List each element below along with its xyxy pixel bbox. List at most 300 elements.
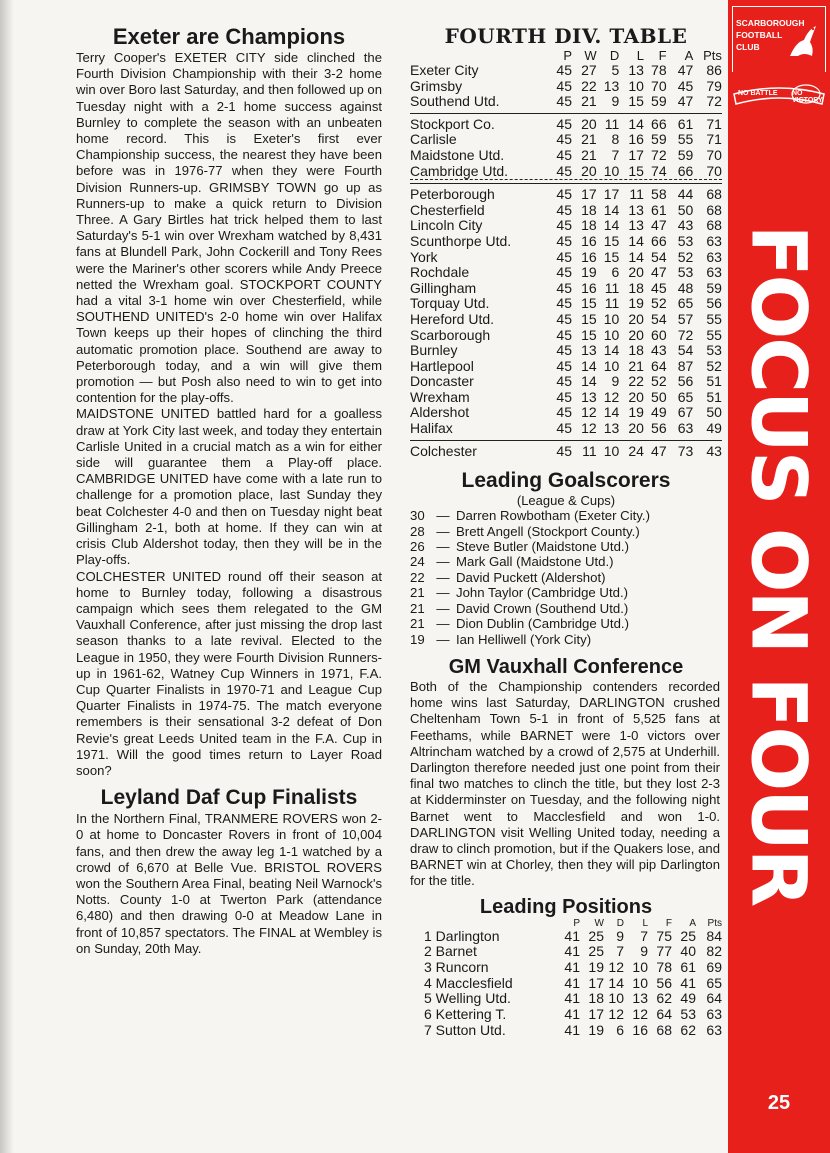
table-row — [410, 343, 722, 359]
positions-stat: 25 — [680, 927, 696, 944]
seagull-icon — [786, 22, 820, 62]
stat-cell: 17 — [628, 146, 644, 163]
scorer-name: Ian Helliwell (York City) — [456, 631, 592, 647]
pos-col-a: A — [689, 917, 696, 929]
stat-cell: 15 — [581, 295, 597, 312]
scorer-row — [410, 585, 722, 600]
stat-cell: 13 — [581, 342, 597, 359]
table-row — [410, 296, 722, 312]
scorers-subheading: (League & Cups) — [516, 493, 616, 509]
team-name: Halifax — [410, 421, 453, 437]
team-name: Lincoln City — [410, 218, 483, 234]
scorer-goals: 24 — [410, 554, 425, 570]
stat-cell: 58 — [651, 186, 667, 203]
positions-stat: 12 — [632, 1005, 648, 1022]
pos-col-d: D — [616, 917, 624, 929]
stat-cell: 27 — [581, 62, 597, 78]
table-row — [410, 405, 722, 421]
page-gutter-shadow — [0, 0, 14, 1153]
table-row — [410, 312, 722, 328]
positions-stat: 84 — [706, 927, 722, 944]
positions-row — [410, 991, 722, 1007]
stat-cell: 45 — [556, 404, 572, 421]
stat-cell: 15 — [603, 248, 620, 265]
scorer-dash: — — [436, 616, 450, 632]
positions-stat: 19 — [588, 958, 604, 975]
stat-cell: 15 — [603, 232, 620, 249]
stat-cell: 66 — [651, 115, 667, 132]
scorer-name: Dion Dublin (Cambridge Utd.) — [456, 616, 629, 632]
positions-stat: 41 — [564, 1005, 580, 1022]
pos-col-l: L — [642, 917, 648, 929]
positions-stat: 6 — [616, 1021, 624, 1038]
stat-cell: 45 — [556, 115, 572, 132]
motto-right: NO VICTORY — [792, 90, 823, 104]
stat-cell: 22 — [628, 373, 644, 390]
stat-cell: 14 — [628, 115, 644, 132]
conference-paragraph: Both of the Championship contenders recorded home wins last Saturday, DARLINGTON crushed Cheltenham Town 5-1 in front of 5,525 fans at Feethams, while BARNET were 1-0 victors over Altrincham watched by a crowd of 2,575 at Underhill. Darlington therefore needed just one point from their final two matches to clinch the title, but they lost 2-3 at Kidderminster on Tuesday, and the following night Barnet went to Macclesfield and won 1-0. DARLINGTON visit Welling United today, needing a draw to clinch promotion, but if the Quakers lose, and BARNET win at Chorley, then they will pip Darlington for the title. — [410, 678, 720, 889]
stat-cell: 21 — [581, 131, 597, 148]
stat-cell: 12 — [603, 388, 620, 405]
team-name: Rochdale — [410, 265, 470, 281]
stat-cell: 21 — [628, 357, 644, 374]
stat-cell: 45 — [556, 264, 572, 281]
stat-cell: 45 — [556, 131, 572, 148]
positions-row — [410, 944, 722, 960]
table-group — [410, 113, 722, 180]
leyland-heading: Leyland Daf Cup Finalists — [100, 786, 358, 810]
stat-cell: 49 — [706, 420, 722, 437]
positions-stat: 7 — [616, 943, 624, 960]
stat-cell: 52 — [677, 248, 694, 265]
col-p: P — [563, 48, 572, 63]
table-row — [410, 250, 722, 266]
positions-row — [410, 1007, 722, 1023]
stat-cell: 65 — [677, 295, 694, 312]
scorer-dash: — — [436, 523, 450, 539]
positions-stat: 18 — [588, 990, 604, 1007]
stat-cell: 12 — [581, 404, 597, 421]
positions-stat: 82 — [706, 943, 722, 960]
positions-stat: 56 — [656, 974, 672, 991]
stat-cell: 45 — [651, 279, 667, 296]
table-row — [410, 132, 722, 148]
table-row — [410, 79, 722, 95]
stat-cell: 18 — [628, 342, 644, 359]
team-name: Southend Utd. — [410, 94, 500, 110]
table-row — [410, 328, 722, 344]
exeter-paragraph-1: Terry Cooper's EXETER CITY side clinched the Fourth Division Championship with their 3-2 home win over Boro last Saturday, and then followed up on Tuesday night with a 2-1 home success against Burnley to complete the season with an unbeaten home record. This is Exeter's first ever Championship success, the nearest they have been before was in 1976-77 when they were Fourth Division Runners-up. GRIMSBY TOWN go up as Runners-up to make a quick return to Division Three. A Gary Birtles hat trick helped them to last Saturday's 5-1 win over Wrexham watched by 8,431 fans at Blundell Park, John Cockerill and Tony Rees were the Mariner's other scorers while Andy Preece netted the Wrexham goal. STOCKPORT COUNTY had a vital 3-1 home win over Chesterfield, while SOUTHEND UNITED's 2-0 home win over Halifax Town keeps up their hopes of clinching the third automatic promotion place. Southend are away to Peterborough today, and a win will give them promotion — but Posh also need to win to get into contention for the play-offs. — [76, 50, 382, 406]
stat-cell: 45 — [556, 420, 572, 437]
team-name: Colchester — [410, 443, 477, 459]
positions-stat: 41 — [564, 943, 580, 960]
scorer-goals: 19 — [410, 631, 425, 647]
team-name: Torquay Utd. — [410, 296, 490, 312]
stat-cell: 45 — [556, 217, 572, 234]
positions-stat: 64 — [706, 990, 722, 1007]
table-heading: FOURTH DIV. TABLE — [444, 24, 688, 48]
sidebar-title: FOCUS ON FOUR — [734, 224, 824, 906]
stat-cell: 71 — [706, 115, 722, 132]
scorers-list — [410, 508, 722, 647]
table-row — [410, 218, 722, 234]
stat-cell: 20 — [628, 420, 644, 437]
stat-cell: 13 — [603, 77, 620, 94]
page-number: 25 — [767, 1092, 791, 1114]
positions-team: 5 Welling Utd. — [424, 990, 511, 1007]
table-row — [410, 117, 722, 133]
stat-cell: 15 — [581, 326, 597, 343]
stat-cell: 16 — [581, 248, 597, 265]
scorer-name: John Taylor (Cambridge Utd.) — [456, 585, 628, 601]
table-row — [410, 164, 722, 181]
stat-cell: 11 — [604, 115, 620, 132]
positions-stat: 77 — [656, 943, 672, 960]
stat-cell: 10 — [603, 310, 620, 327]
stat-cell: 55 — [706, 326, 722, 343]
scorer-name: Brett Angell (Stockport County.) — [456, 523, 640, 539]
stat-cell: 49 — [651, 404, 667, 421]
table-row — [410, 148, 722, 164]
stat-cell: 9 — [611, 93, 620, 110]
scorer-dash: — — [436, 631, 450, 647]
team-name: Stockport Co. — [410, 116, 495, 132]
stat-cell: 45 — [556, 62, 572, 78]
team-name: Hereford Utd. — [410, 311, 495, 327]
positions-stat: 78 — [656, 958, 672, 975]
stat-cell: 9 — [611, 373, 620, 390]
pos-col-w: W — [594, 917, 604, 929]
pos-col-f: F — [665, 917, 672, 929]
positions-team: 3 Runcorn — [424, 958, 489, 975]
stat-cell: 54 — [651, 248, 667, 265]
exeter-paragraph-3: COLCHESTER UNITED round off their season at home to Burnley today, following a disastrous campaign which sees them relegated to the GM Vauxhall Conference, after just missing the drop last season thanks to a late revival. Elected to the League in 1950, they were Fourth Division Runners-up in 1961-62, Watney Cup Winners in 1971, F.A. Cup Quarter Finalists in 1970-71 and League Cup Quarter Finalists in 1974-75. The match everyone remembers is their sensational 3-2 defeat of Don Revie's great Leeds United team in the F.A. Cup in 1971. Will the good times return to Layer Road soon? — [76, 568, 382, 778]
positions-stat: 25 — [588, 943, 604, 960]
stat-cell: 47 — [651, 442, 667, 459]
motto-left: NO BATTLE — [738, 90, 778, 97]
positions-team: 6 Kettering T. — [424, 1005, 507, 1022]
stat-cell: 19 — [581, 264, 597, 281]
stat-cell: 50 — [706, 404, 722, 421]
stat-cell: 68 — [706, 186, 722, 203]
crest-line-1: SCARBOROUGH — [736, 18, 805, 28]
scorer-goals: 21 — [410, 616, 425, 632]
exeter-heading: Exeter are Champions — [112, 24, 346, 49]
stat-cell: 18 — [628, 279, 644, 296]
positions-heading: Leading Positions — [479, 895, 653, 918]
scorer-dash: — — [436, 569, 450, 585]
col-d: D — [609, 48, 620, 63]
col-l: L — [636, 48, 644, 63]
positions-table — [410, 929, 722, 1039]
positions-stat: 41 — [564, 990, 580, 1007]
team-name: Burnley — [410, 343, 458, 359]
positions-stat: 68 — [656, 1021, 672, 1038]
stat-cell: 6 — [611, 264, 620, 281]
stat-cell: 13 — [628, 217, 644, 234]
stat-cell: 21 — [581, 93, 597, 110]
col-f: F — [658, 48, 667, 63]
stat-cell: 13 — [628, 201, 644, 218]
stat-cell: 15 — [628, 93, 644, 110]
stat-cell: 78 — [651, 62, 667, 78]
stat-cell: 17 — [603, 186, 620, 203]
positions-row — [410, 929, 722, 945]
positions-stat: 10 — [632, 958, 648, 975]
stat-cell: 20 — [628, 388, 644, 405]
positions-stat: 9 — [640, 943, 648, 960]
stat-cell: 10 — [628, 77, 644, 94]
stat-cell: 12 — [581, 420, 597, 437]
stat-cell: 20 — [581, 162, 597, 179]
stat-cell: 11 — [629, 186, 644, 203]
stat-cell: 47 — [651, 217, 667, 234]
stat-cell: 60 — [651, 326, 667, 343]
stat-cell: 56 — [651, 420, 667, 437]
stat-cell: 52 — [706, 357, 722, 374]
stat-cell: 47 — [677, 93, 694, 110]
stat-cell: 45 — [556, 162, 572, 179]
positions-stat: 53 — [680, 1005, 696, 1022]
exeter-paragraph-2: MAIDSTONE UNITED battled hard for a goalless draw at York City last week, and today they entertain Carlisle United in a crucial match as a win for either side will guarantee them a Play-off place. CAMBRIDGE UNITED have come with a late run to challenge for a promotion place, last Sunday they beat Colchester 4-0 and then on Tuesday night beat Gillingham 2-1, both at home. If they can win at crisis Club Aldershot today, then they will be in the Play-offs. — [76, 406, 382, 568]
table-header-row — [410, 48, 722, 63]
scorer-dash: — — [436, 554, 450, 570]
stat-cell: 19 — [628, 295, 644, 312]
positions-stat: 10 — [632, 974, 648, 991]
stat-cell: 56 — [677, 373, 694, 390]
stat-cell: 51 — [706, 373, 722, 390]
stat-cell: 70 — [706, 146, 722, 163]
stat-cell: 53 — [706, 342, 722, 359]
stat-cell: 10 — [603, 162, 620, 179]
table-row — [410, 94, 722, 110]
positions-team: 7 Sutton Utd. — [424, 1021, 506, 1038]
positions-stat: 41 — [564, 1021, 580, 1038]
stat-cell: 50 — [651, 388, 667, 405]
stat-cell: 14 — [603, 201, 620, 218]
stat-cell: 10 — [603, 442, 620, 459]
stat-cell: 45 — [556, 146, 572, 163]
positions-team: 1 Darlington — [424, 927, 500, 944]
team-name: Scunthorpe Utd. — [410, 233, 512, 249]
stat-cell: 43 — [706, 442, 722, 459]
positions-stat: 41 — [564, 974, 580, 991]
positions-stat: 17 — [588, 974, 604, 991]
stat-cell: 61 — [651, 201, 667, 218]
table-row — [410, 63, 722, 79]
positions-header-row — [410, 918, 722, 929]
positions-stat: 62 — [680, 1021, 696, 1038]
crest-line-2: FOOTBALL — [736, 30, 783, 40]
scorers-heading: Leading Goalscorers — [461, 469, 671, 493]
positions-team: 2 Barnet — [424, 943, 477, 960]
scorer-row — [410, 570, 722, 585]
team-name: Maidstone Utd. — [410, 147, 505, 163]
table-group — [410, 183, 722, 437]
table-group — [410, 440, 722, 460]
stat-cell: 14 — [603, 404, 620, 421]
stat-cell: 74 — [651, 162, 667, 179]
stat-cell: 47 — [677, 62, 694, 78]
positions-row — [410, 960, 722, 976]
table-row — [410, 187, 722, 203]
table-row — [410, 374, 722, 390]
stat-cell: 45 — [677, 77, 694, 94]
stat-cell: 66 — [677, 162, 694, 179]
stat-cell: 67 — [677, 404, 694, 421]
positions-stat: 49 — [680, 990, 696, 1007]
stat-cell: 55 — [706, 310, 722, 327]
team-name: Cambridge Utd. — [410, 163, 509, 179]
stat-cell: 55 — [677, 131, 694, 148]
scorer-name: Darren Rowbotham (Exeter City.) — [456, 508, 650, 524]
stat-cell: 7 — [611, 146, 620, 163]
stat-cell: 68 — [706, 217, 722, 234]
stat-cell: 20 — [581, 115, 597, 132]
stat-cell: 87 — [677, 357, 694, 374]
positions-stat: 61 — [680, 958, 696, 975]
stat-cell: 54 — [651, 310, 667, 327]
stat-cell: 45 — [556, 93, 572, 110]
positions-stat: 14 — [608, 974, 624, 991]
team-name: Exeter City — [410, 63, 479, 78]
stat-cell: 14 — [581, 357, 597, 374]
stat-cell: 45 — [556, 186, 572, 203]
scorer-name: Mark Gall (Maidstone Utd.) — [456, 554, 614, 570]
scorer-dash: — — [436, 539, 450, 555]
stat-cell: 59 — [706, 279, 722, 296]
stat-cell: 10 — [603, 326, 620, 343]
stat-cell: 45 — [556, 279, 572, 296]
positions-stat: 41 — [564, 958, 580, 975]
stat-cell: 70 — [706, 162, 722, 179]
stat-cell: 45 — [556, 373, 572, 390]
stat-cell: 48 — [677, 279, 694, 296]
stat-cell: 45 — [556, 201, 572, 218]
scorer-row — [410, 524, 722, 539]
stat-cell: 18 — [581, 217, 597, 234]
stat-cell: 13 — [628, 62, 644, 78]
scorer-row — [410, 632, 722, 647]
scorer-row — [410, 616, 722, 631]
scorer-dash: — — [436, 585, 450, 601]
stat-cell: 63 — [706, 232, 722, 249]
stat-cell: 53 — [677, 232, 694, 249]
positions-stat: 10 — [608, 990, 624, 1007]
stat-cell: 86 — [706, 62, 722, 78]
stat-cell: 72 — [706, 93, 722, 110]
stat-cell: 73 — [677, 442, 694, 459]
scorer-dash: — — [436, 508, 450, 524]
stat-cell: 20 — [628, 264, 644, 281]
stat-cell: 11 — [604, 279, 620, 296]
stat-cell: 66 — [651, 232, 667, 249]
team-name: York — [410, 249, 438, 265]
stat-cell: 8 — [611, 131, 620, 148]
stat-cell: 14 — [603, 217, 620, 234]
table-row — [410, 390, 722, 406]
scorer-goals: 21 — [410, 600, 425, 616]
scorer-row — [410, 601, 722, 616]
stat-cell: 18 — [581, 201, 597, 218]
stat-cell: 63 — [706, 264, 722, 281]
stat-cell: 14 — [628, 232, 644, 249]
positions-stat: 25 — [588, 927, 604, 944]
red-sidebar — [728, 0, 830, 1153]
pos-col-pts: Pts — [707, 917, 722, 929]
club-crest — [732, 6, 826, 120]
stat-cell: 5 — [611, 62, 620, 78]
stat-cell: 14 — [628, 248, 644, 265]
stat-cell: 51 — [706, 388, 722, 405]
positions-stat: 12 — [608, 1005, 624, 1022]
stat-cell: 45 — [556, 442, 572, 459]
stat-cell: 43 — [677, 217, 694, 234]
scorer-name: David Crown (Southend Utd.) — [456, 600, 629, 616]
stat-cell: 59 — [651, 131, 667, 148]
positions-stat: 41 — [680, 974, 696, 991]
team-name: Wrexham — [410, 389, 470, 405]
stat-cell: 21 — [581, 146, 597, 163]
team-name: Hartlepool — [410, 358, 474, 374]
right-column — [410, 24, 722, 1038]
stat-cell: 72 — [651, 146, 667, 163]
team-name: Doncaster — [410, 374, 474, 390]
positions-row — [410, 1023, 722, 1039]
team-name: Gillingham — [410, 280, 477, 296]
positions-stat: 13 — [632, 990, 648, 1007]
stat-cell: 63 — [706, 248, 722, 265]
positions-stat: 41 — [564, 927, 580, 944]
stat-cell: 52 — [651, 295, 667, 312]
scorer-name: Steve Butler (Maidstone Utd.) — [456, 539, 629, 555]
table-row — [410, 234, 722, 250]
stat-cell: 13 — [603, 420, 620, 437]
stat-cell: 72 — [677, 326, 694, 343]
stat-cell: 16 — [581, 232, 597, 249]
team-name: Chesterfield — [410, 202, 485, 218]
stat-cell: 59 — [677, 146, 694, 163]
table-group — [410, 63, 722, 110]
stat-cell: 14 — [603, 342, 620, 359]
scorer-row — [410, 539, 722, 554]
leyland-paragraph: In the Northern Final, TRANMERE ROVERS won 2-0 at home to Doncaster Rovers in front of 10,004 fans, and then drew the away leg 1-1 watched by a crowd of 6,670 at Belle Vue. BRISTOL ROVERS won the Southern Area Final, beating Neil Warnock's Notts. County 1-0 at Twerton Park (attendance 6,480) and then drawing 0-0 at Meadow Lane in front of 10,857 spectators. The FINAL at Wembley is on Sunday, 20th May. — [76, 811, 382, 956]
stat-cell: 61 — [677, 115, 694, 132]
positions-stat: 75 — [656, 927, 672, 944]
stat-cell: 20 — [628, 326, 644, 343]
table-row — [410, 444, 722, 460]
stat-cell: 50 — [677, 201, 694, 218]
stat-cell: 44 — [677, 186, 694, 203]
stat-cell: 64 — [651, 357, 667, 374]
stat-cell: 70 — [651, 77, 667, 94]
table-row — [410, 203, 722, 219]
pos-col-p: P — [573, 917, 580, 929]
stat-cell: 59 — [651, 93, 667, 110]
positions-stat: 19 — [588, 1021, 604, 1038]
table-row — [410, 421, 722, 437]
scorer-name: David Puckett (Aldershot) — [456, 569, 606, 585]
positions-stat: 63 — [706, 1021, 722, 1038]
stat-cell: 17 — [581, 186, 597, 203]
positions-stat: 40 — [680, 943, 696, 960]
team-name: Aldershot — [410, 405, 470, 421]
stat-cell: 45 — [556, 388, 572, 405]
positions-stat: 7 — [640, 927, 648, 944]
scorer-row — [410, 554, 722, 569]
stat-cell: 24 — [628, 442, 644, 459]
stat-cell: 16 — [628, 131, 644, 148]
